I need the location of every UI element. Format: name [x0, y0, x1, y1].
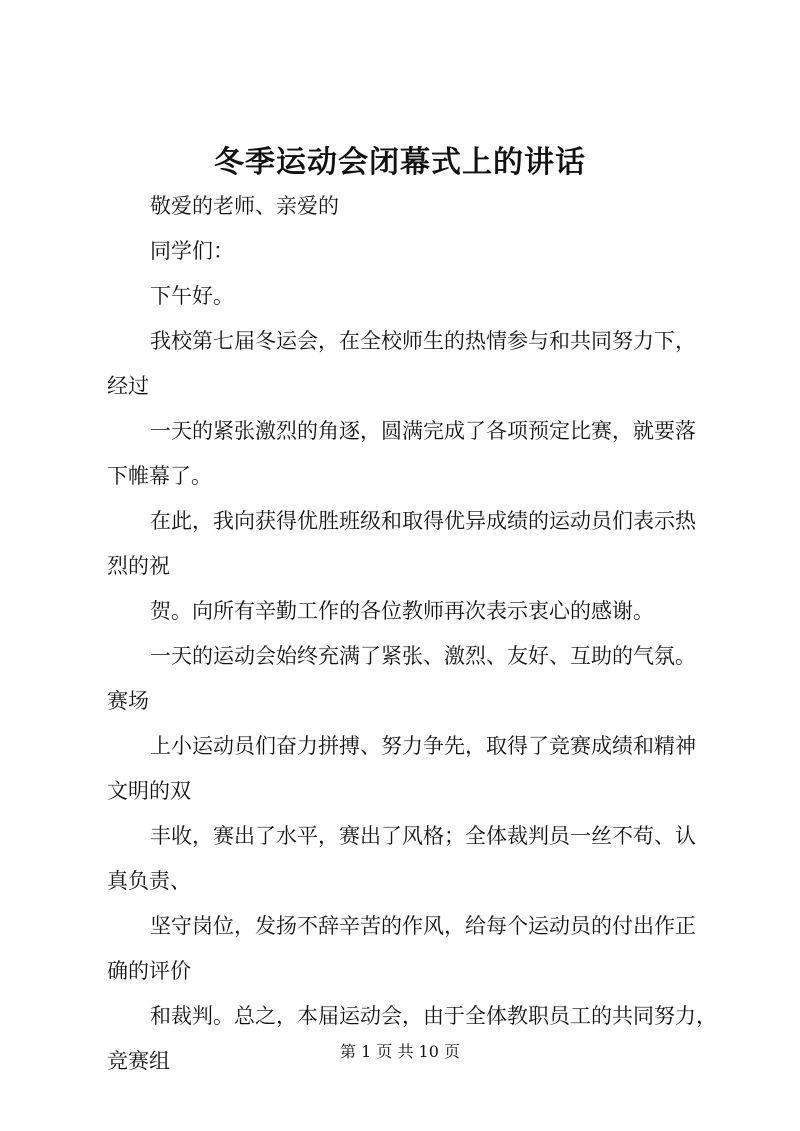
text-line: 烈的祝 [107, 554, 170, 578]
text-line: 我校第七届冬运会，在全校师生的热情参与和共同努力下， [150, 329, 696, 353]
page-footer: 第 1 页 共 10 页 [340, 1042, 460, 1061]
text-line: 丰收，赛出了水平，赛出了风格；全体裁判员一丝不苟、认 [150, 824, 696, 848]
text-line: 真负责、 [107, 869, 191, 893]
text-line: 确的评价 [107, 959, 191, 983]
text-line: 一天的运动会始终充满了紧张、激烈、友好、互助的气氛。 [150, 644, 696, 668]
text-line: 上小运动员们奋力拼搏、努力争先，取得了竞赛成绩和精神 [150, 734, 696, 758]
text-line: 贺。向所有辛勤工作的各位教师再次表示衷心的感谢。 [150, 599, 654, 623]
document-title: 冬季运动会闭幕式上的讲话 [214, 145, 586, 180]
text-line: 和裁判。总之，本届运动会，由于全体教职员工的共同努力， [150, 1004, 717, 1028]
text-line: 一天的紧张激烈的角逐，圆满完成了各项预定比赛，就要落 [150, 419, 696, 443]
text-line: 坚守岗位，发扬不辞辛苦的作风，给每个运动员的付出作正 [150, 914, 696, 938]
text-line: 下帷幕了。 [107, 464, 212, 488]
text-line: 赛场 [107, 689, 149, 713]
text-line: 文明的双 [107, 779, 191, 803]
text-line: 经过 [107, 374, 149, 398]
text-line: 同学们： [150, 239, 234, 263]
text-line: 在此，我向获得优胜班级和取得优异成绩的运动员们表示热 [150, 509, 696, 533]
text-line: 竞赛组 [107, 1049, 170, 1073]
document-body [107, 184, 717, 1084]
text-line: 下午好。 [150, 284, 234, 308]
text-line: 敬爱的老师、亲爱的 [150, 194, 339, 218]
